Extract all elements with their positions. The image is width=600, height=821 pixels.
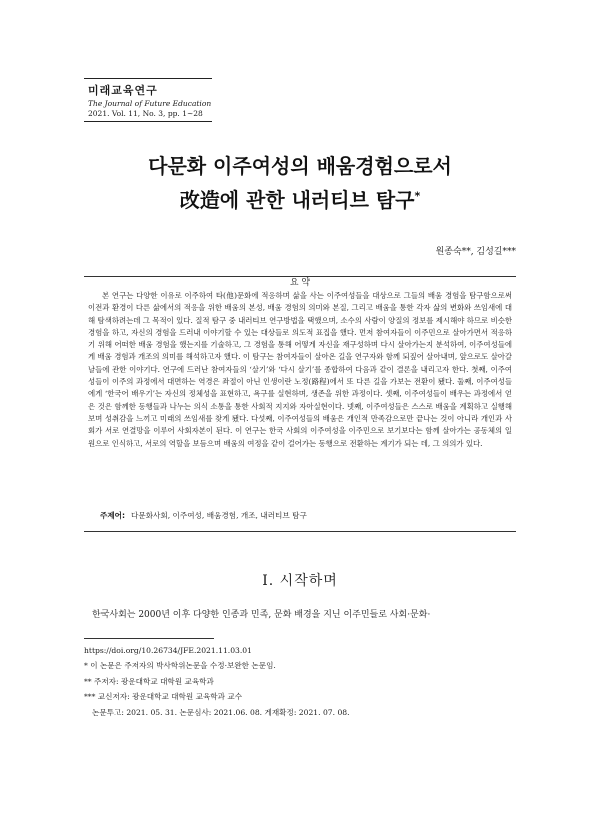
title-line1: 다문화 이주여성의 배움경험으로서 [148, 154, 452, 178]
abstract-body: 본 연구는 다양한 이유로 이주하여 타(他)문화에 적응하며 삶을 사는 이주여성들을 대상으로 그들의 배움 경험을 탐구함으로써 이전과 환경이 다른 삶에서의 적응을 위한 배움의 본성, 배움 경험의 의미와 본질, 그리고 배움을 통한 각자 삶의 변화와 쓰임새에 대해 탐색하려는데 그 목적이 있다. 질적 탐구 중 내러티브 연구방법을 택했으며, 소수의 사람이 양질의 정보를 제시해야 하므로 비슷한 경험을 하고, 자신의 경험을 드러내 이야기할 수 있는 대상들로 의도적 표집을 했다. 먼저 참여자들이 이주민으로 살아가면서 적응하기 위해 어떠한 배움 경험을 했는지를 기술하고, 그 경험을 통해 어떻게 자신을 재구성하며 다시 살아가는지 분석하여, 이주여성들에게 배움 경험과 개조의 의미를 해석하고자 했다. 이 탐구는 참여자들이 살아온 길을 연구자와 함께 되짚어 살아내며, 앞으로도 살아갈 날들에 관한 이야기다. 연구에 드러난 참여자들의 ‘살기’와 ‘다시 살기’를 종합하여 다음과 같이 결론을 내리고자 한다. 첫째, 이주여성들이 이주의 과정에서 대면하는 역경은 좌절이 아닌 인생이란 노정(路程)에서 또 다른 길을 가보는 전환이 됐다. 둘째, 이주여성들에게 ‘한국어 배우기’는 자신의 정체성을 표현하고, 욕구를 실현하며, 생존을 위한 과정이다. 셋째, 이주여성들이 배우는 과정에서 얻은 것은 함께한 동행들과 나누는 의식 소통을 통한 사회적 지지와 자아실현이다. 넷째, 이주여성들은 스스로 배움을 계획하고 실행해 보며 성취감을 느끼고 미래의 쓰임새를 찾게 됐다. 다섯째, 이주여성들의 배움은 개인적 만족감으로만 끝나는 것이 아니라 개인과 사회가 서로 연결망을 이루어 사회자본이 된다. 이 연구는 한국 사회의 이주여성을 이주민으로 보기보다는 함께 살아가는 공동체의 일원으로 인식하고, 서로의 역할을 보듬으며 배움의 여정을 같이 걸어가는 동행으로 전환하는 계기가 되는 데, 그 의의가 있다. [88, 291, 512, 448]
title-footnote-mark: * [414, 189, 421, 203]
authors: 원종숙**, 김성길*** [435, 247, 516, 257]
journal-header [84, 78, 212, 122]
abstract-label-wrapper [0, 270, 600, 289]
keywords-label: 주제어: [100, 511, 126, 520]
journal-name-kr: 미래교육연구 [88, 84, 158, 97]
keywords-value: 다문화사회, 이주여성, 배움경험, 개조, 내러티브 탐구 [131, 511, 307, 520]
submission-dates: 논문투고: 2021. 05. 31. 논문심사: 2021.06. 08. 게재확정: 2021. 07. 08. [92, 707, 350, 717]
journal-volume: 2021. Vol. 11, No. 3, pp. 1~28 [88, 109, 203, 118]
footnote-2: ** 주저자: 광운대학교 대학원 교육학과 [84, 676, 214, 686]
abstract-label: 요 약 [280, 278, 320, 288]
intro-paragraph: 한국사회는 2000년 이후 다양한 인종과 민족, 문화 배경을 지닌 이주민들로 사회·문화· [92, 610, 431, 620]
footnotes [84, 643, 350, 720]
title-line2-wrapper [0, 184, 600, 213]
journal-name-en: The Journal of Future Education [88, 99, 212, 108]
footnote-3: *** 교신저자: 광운대학교 대학원 교육학과 교수 [84, 692, 243, 702]
keywords [100, 510, 307, 521]
doi-link[interactable]: https://doi.org/10.26734/JFE.2021.11.03.01 [84, 646, 252, 655]
title-line2: 改造에 관한 내러티브 탐구 [179, 188, 415, 212]
footnote-rule [84, 638, 214, 639]
section-title: Ⅰ. 시작하며 [262, 573, 338, 589]
footnote-1: * 이 논문은 주저자의 박사학위논문을 수정·보완한 논문임. [84, 661, 276, 671]
abstract-bottom-rule [84, 531, 516, 532]
